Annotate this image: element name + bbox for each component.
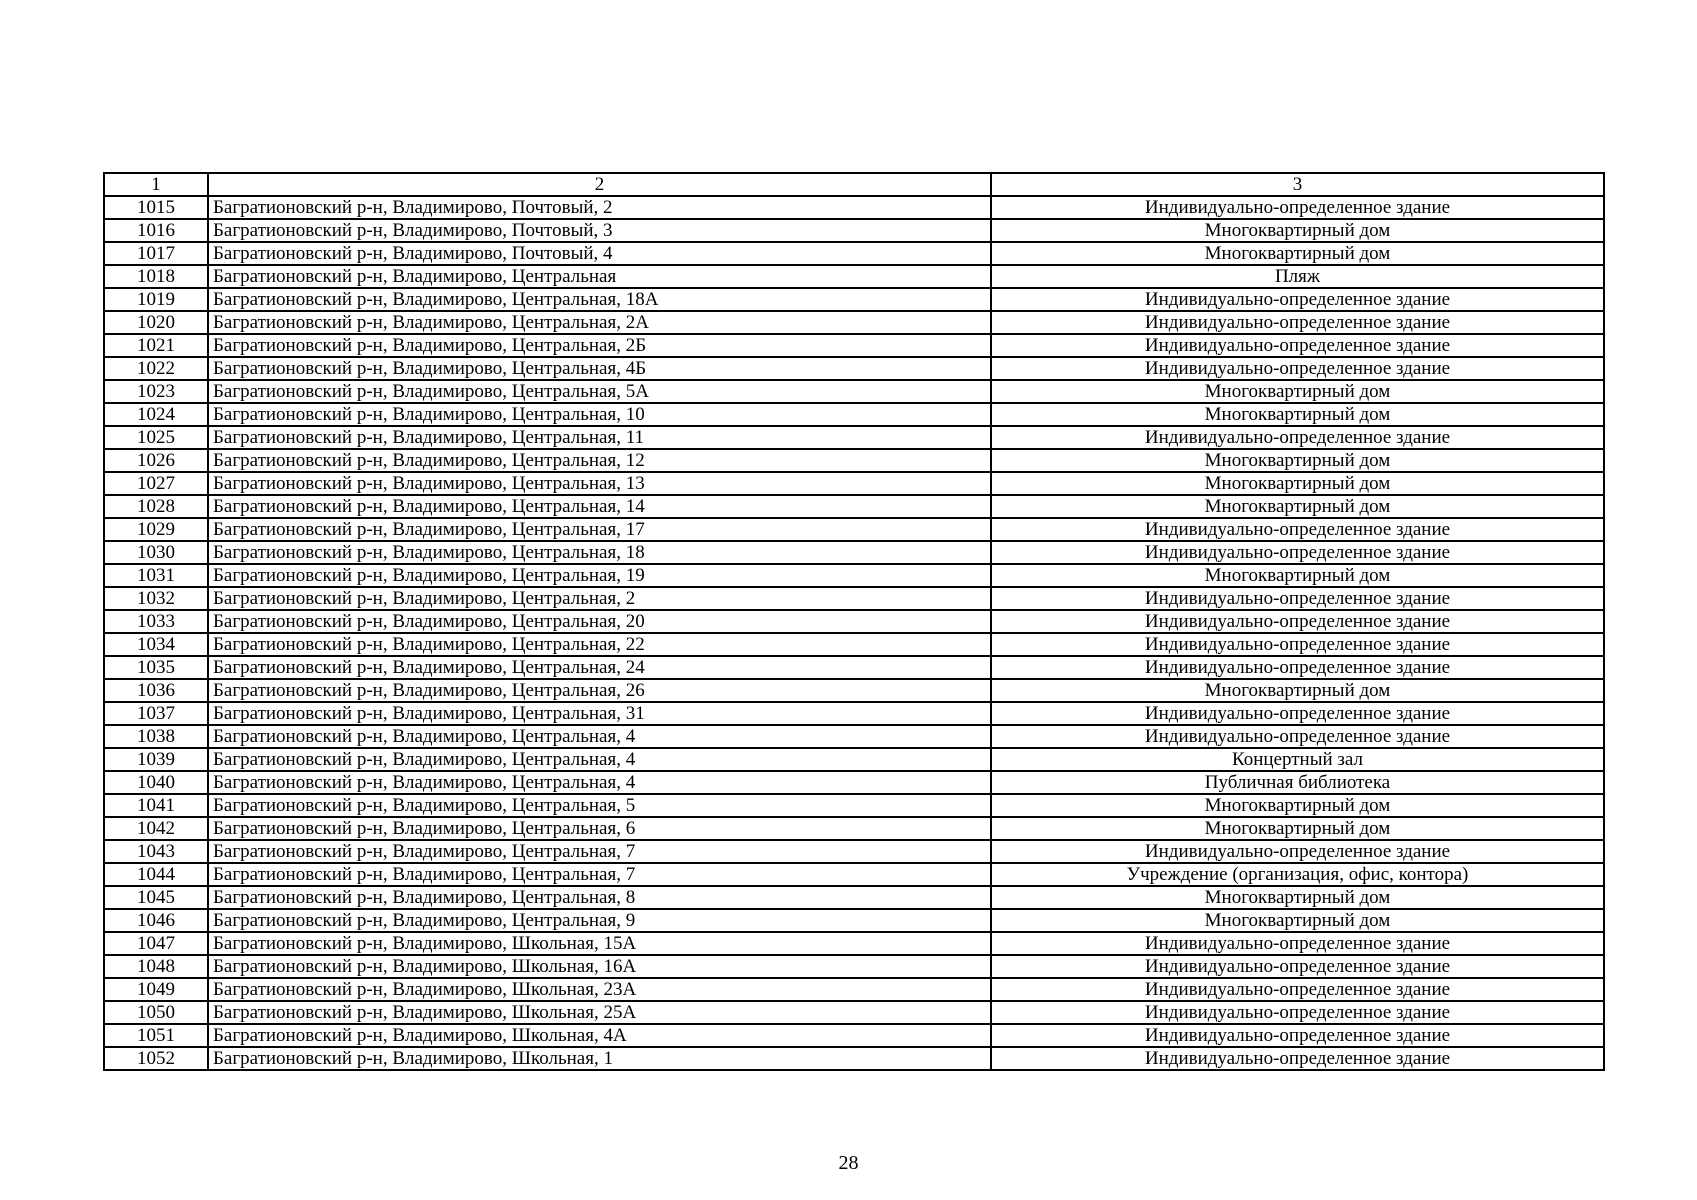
table-row [104, 610, 1604, 633]
table-row [104, 219, 1604, 242]
table-row [104, 288, 1604, 311]
address-cell: Багратионовский р-н, Владимирово, Центральная [208, 265, 991, 288]
address-cell: Багратионовский р-н, Владимирово, Центральная, 4 [208, 748, 991, 771]
row-number-cell: 1030 [104, 541, 208, 564]
table-row [104, 794, 1604, 817]
row-number-cell: 1026 [104, 449, 208, 472]
table-row [104, 932, 1604, 955]
row-number-cell: 1049 [104, 978, 208, 1001]
row-number-cell: 1039 [104, 748, 208, 771]
table-row [104, 955, 1604, 978]
row-number-cell: 1027 [104, 472, 208, 495]
address-cell: Багратионовский р-н, Владимирово, Центральная, 4 [208, 771, 991, 794]
object-type-cell: Индивидуально-определенное здание [991, 587, 1604, 610]
table-row [104, 449, 1604, 472]
address-cell: Багратионовский р-н, Владимирово, Центральная, 31 [208, 702, 991, 725]
address-cell: Багратионовский р-н, Владимирово, Центральная, 19 [208, 564, 991, 587]
row-number-cell: 1040 [104, 771, 208, 794]
object-type-cell: Индивидуально-определенное здание [991, 656, 1604, 679]
row-number-cell: 1046 [104, 909, 208, 932]
object-type-cell: Многоквартирный дом [991, 909, 1604, 932]
object-type-cell: Многоквартирный дом [991, 679, 1604, 702]
address-cell: Багратионовский р-н, Владимирово, Центральная, 2А [208, 311, 991, 334]
table-row [104, 886, 1604, 909]
object-type-cell: Многоквартирный дом [991, 403, 1604, 426]
header-cell-address: 2 [208, 173, 991, 196]
address-cell: Багратионовский р-н, Владимирово, Центральная, 2 [208, 587, 991, 610]
table-row [104, 1047, 1604, 1070]
address-cell: Багратионовский р-н, Владимирово, Центральная, 9 [208, 909, 991, 932]
row-number-cell: 1018 [104, 265, 208, 288]
row-number-cell: 1024 [104, 403, 208, 426]
object-type-cell: Индивидуально-определенное здание [991, 932, 1604, 955]
address-cell: Багратионовский р-н, Владимирово, Школьная, 15А [208, 932, 991, 955]
object-type-cell: Многоквартирный дом [991, 449, 1604, 472]
row-number-cell: 1050 [104, 1001, 208, 1024]
object-type-cell: Индивидуально-определенное здание [991, 725, 1604, 748]
object-type-cell: Индивидуально-определенное здание [991, 610, 1604, 633]
object-type-cell: Индивидуально-определенное здание [991, 840, 1604, 863]
address-cell: Багратионовский р-н, Владимирово, Школьная, 4А [208, 1024, 991, 1047]
row-number-cell: 1019 [104, 288, 208, 311]
address-cell: Багратионовский р-н, Владимирово, Центральная, 5А [208, 380, 991, 403]
object-type-cell: Индивидуально-определенное здание [991, 978, 1604, 1001]
row-number-cell: 1048 [104, 955, 208, 978]
row-number-cell: 1020 [104, 311, 208, 334]
address-cell: Багратионовский р-н, Владимирово, Центральная, 18А [208, 288, 991, 311]
table-row [104, 242, 1604, 265]
row-number-cell: 1016 [104, 219, 208, 242]
object-type-cell: Многоквартирный дом [991, 242, 1604, 265]
row-number-cell: 1021 [104, 334, 208, 357]
object-type-cell: Концертный зал [991, 748, 1604, 771]
object-type-cell: Индивидуально-определенное здание [991, 288, 1604, 311]
row-number-cell: 1043 [104, 840, 208, 863]
row-number-cell: 1033 [104, 610, 208, 633]
row-number-cell: 1017 [104, 242, 208, 265]
address-cell: Багратионовский р-н, Владимирово, Центральная, 2Б [208, 334, 991, 357]
row-number-cell: 1045 [104, 886, 208, 909]
table-row [104, 863, 1604, 886]
object-type-cell: Многоквартирный дом [991, 886, 1604, 909]
table-row [104, 380, 1604, 403]
table-row [104, 1024, 1604, 1047]
object-type-cell: Индивидуально-определенное здание [991, 334, 1604, 357]
address-cell: Багратионовский р-н, Владимирово, Центральная, 26 [208, 679, 991, 702]
table-row [104, 334, 1604, 357]
table-row [104, 265, 1604, 288]
address-cell: Багратионовский р-н, Владимирово, Почтовый, 3 [208, 219, 991, 242]
row-number-cell: 1023 [104, 380, 208, 403]
table-row [104, 1001, 1604, 1024]
row-number-cell: 1022 [104, 357, 208, 380]
address-cell: Багратионовский р-н, Владимирово, Центральная, 22 [208, 633, 991, 656]
object-type-cell: Индивидуально-определенное здание [991, 357, 1604, 380]
object-type-cell: Многоквартирный дом [991, 564, 1604, 587]
address-cell: Багратионовский р-н, Владимирово, Центральная, 14 [208, 495, 991, 518]
row-number-cell: 1015 [104, 196, 208, 219]
object-type-cell: Учреждение (организация, офис, контора) [991, 863, 1604, 886]
object-type-cell: Индивидуально-определенное здание [991, 1001, 1604, 1024]
address-table [103, 172, 1605, 1071]
address-cell: Багратионовский р-н, Владимирово, Центральная, 20 [208, 610, 991, 633]
row-number-cell: 1028 [104, 495, 208, 518]
table-row [104, 817, 1604, 840]
table-row [104, 472, 1604, 495]
object-type-cell: Многоквартирный дом [991, 219, 1604, 242]
table-row [104, 403, 1604, 426]
table-row [104, 771, 1604, 794]
table-header-row [104, 173, 1604, 196]
header-cell-number: 1 [104, 173, 208, 196]
row-number-cell: 1037 [104, 702, 208, 725]
row-number-cell: 1036 [104, 679, 208, 702]
row-number-cell: 1052 [104, 1047, 208, 1070]
table-row [104, 518, 1604, 541]
object-type-cell: Многоквартирный дом [991, 794, 1604, 817]
object-type-cell: Многоквартирный дом [991, 472, 1604, 495]
table-row [104, 426, 1604, 449]
table-row [104, 541, 1604, 564]
address-cell: Багратионовский р-н, Владимирово, Центральная, 24 [208, 656, 991, 679]
address-cell: Багратионовский р-н, Владимирово, Центральная, 5 [208, 794, 991, 817]
table-row [104, 748, 1604, 771]
row-number-cell: 1044 [104, 863, 208, 886]
row-number-cell: 1032 [104, 587, 208, 610]
table-row [104, 311, 1604, 334]
table-row [104, 357, 1604, 380]
object-type-cell: Индивидуально-определенное здание [991, 196, 1604, 219]
address-cell: Багратионовский р-н, Владимирово, Школьная, 25А [208, 1001, 991, 1024]
object-type-cell: Индивидуально-определенное здание [991, 426, 1604, 449]
table-row [104, 495, 1604, 518]
row-number-cell: 1031 [104, 564, 208, 587]
table-row [104, 633, 1604, 656]
row-number-cell: 1051 [104, 1024, 208, 1047]
row-number-cell: 1034 [104, 633, 208, 656]
address-cell: Багратионовский р-н, Владимирово, Почтовый, 2 [208, 196, 991, 219]
table-row [104, 564, 1604, 587]
page-number: 28 [838, 1152, 859, 1174]
object-type-cell: Индивидуально-определенное здание [991, 955, 1604, 978]
table-row [104, 702, 1604, 725]
address-cell: Багратионовский р-н, Владимирово, Центральная, 11 [208, 426, 991, 449]
address-cell: Багратионовский р-н, Владимирово, Центральная, 4Б [208, 357, 991, 380]
address-cell: Багратионовский р-н, Владимирово, Центральная, 12 [208, 449, 991, 472]
address-cell: Багратионовский р-н, Владимирово, Центральная, 13 [208, 472, 991, 495]
object-type-cell: Индивидуально-определенное здание [991, 1047, 1604, 1070]
row-number-cell: 1035 [104, 656, 208, 679]
address-cell: Багратионовский р-н, Владимирово, Центральная, 8 [208, 886, 991, 909]
object-type-cell: Индивидуально-определенное здание [991, 518, 1604, 541]
object-type-cell: Публичная библиотека [991, 771, 1604, 794]
object-type-cell: Многоквартирный дом [991, 380, 1604, 403]
object-type-cell: Индивидуально-определенное здание [991, 633, 1604, 656]
table-row [104, 978, 1604, 1001]
address-cell: Багратионовский р-н, Владимирово, Почтовый, 4 [208, 242, 991, 265]
address-cell: Багратионовский р-н, Владимирово, Центральная, 17 [208, 518, 991, 541]
table-row [104, 840, 1604, 863]
object-type-cell: Индивидуально-определенное здание [991, 1024, 1604, 1047]
object-type-cell: Индивидуально-определенное здание [991, 311, 1604, 334]
address-cell: Багратионовский р-н, Владимирово, Центральная, 10 [208, 403, 991, 426]
table-row [104, 909, 1604, 932]
object-type-cell: Пляж [991, 265, 1604, 288]
address-cell: Багратионовский р-н, Владимирово, Центральная, 4 [208, 725, 991, 748]
header-cell-type: 3 [991, 173, 1604, 196]
object-type-cell: Многоквартирный дом [991, 817, 1604, 840]
row-number-cell: 1038 [104, 725, 208, 748]
table-row [104, 679, 1604, 702]
address-cell: Багратионовский р-н, Владимирово, Центральная, 18 [208, 541, 991, 564]
row-number-cell: 1029 [104, 518, 208, 541]
object-type-cell: Многоквартирный дом [991, 495, 1604, 518]
table-row [104, 196, 1604, 219]
address-cell: Багратионовский р-н, Владимирово, Школьная, 23А [208, 978, 991, 1001]
row-number-cell: 1047 [104, 932, 208, 955]
address-cell: Багратионовский р-н, Владимирово, Центральная, 7 [208, 863, 991, 886]
table-row [104, 656, 1604, 679]
table-row [104, 587, 1604, 610]
table-body [104, 196, 1604, 1070]
address-cell: Багратионовский р-н, Владимирово, Школьная, 16А [208, 955, 991, 978]
address-cell: Багратионовский р-н, Владимирово, Центральная, 6 [208, 817, 991, 840]
object-type-cell: Индивидуально-определенное здание [991, 541, 1604, 564]
row-number-cell: 1041 [104, 794, 208, 817]
object-type-cell: Индивидуально-определенное здание [991, 702, 1604, 725]
row-number-cell: 1025 [104, 426, 208, 449]
table-row [104, 725, 1604, 748]
row-number-cell: 1042 [104, 817, 208, 840]
address-cell: Багратионовский р-н, Владимирово, Центральная, 7 [208, 840, 991, 863]
address-cell: Багратионовский р-н, Владимирово, Школьная, 1 [208, 1047, 991, 1070]
